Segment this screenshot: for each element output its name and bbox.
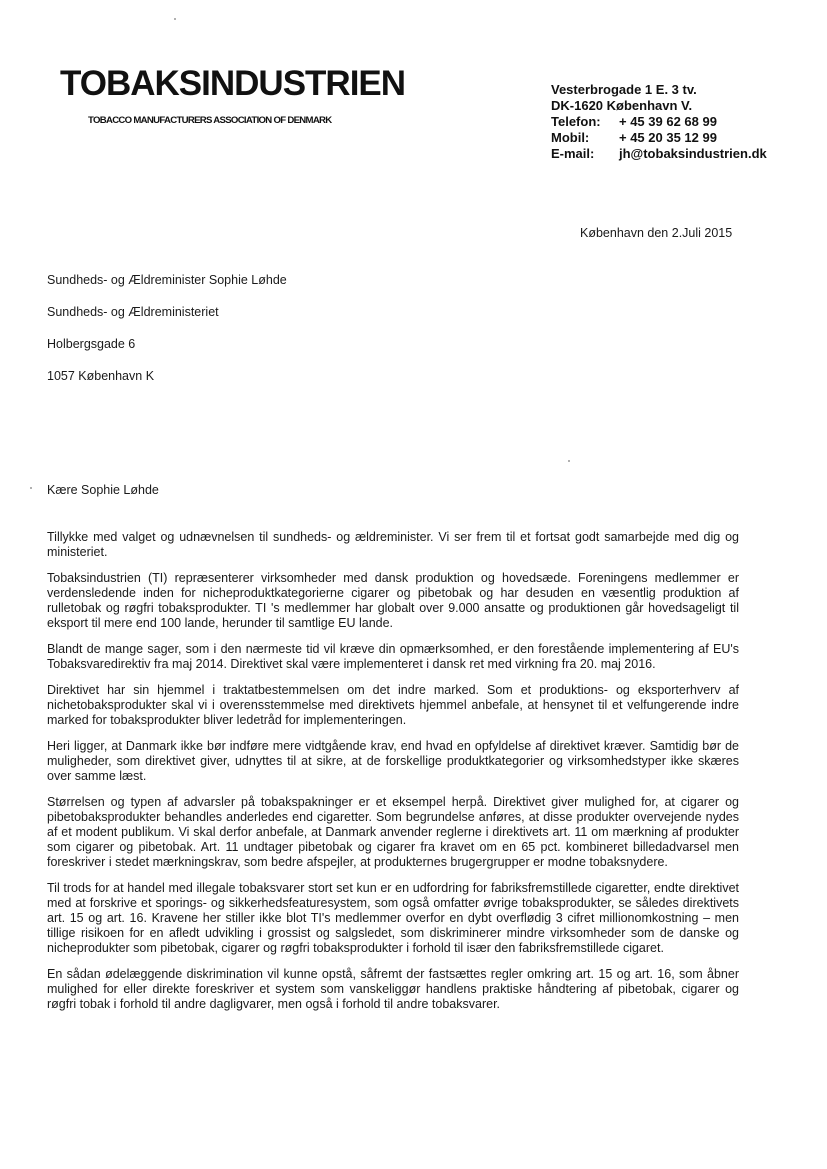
organization-name: TOBAKSINDUSTRIEN <box>60 64 406 103</box>
scan-speck <box>30 487 32 489</box>
recipient-street: Holbergsgade 6 <box>47 337 136 351</box>
letter-date: København den 2.Juli 2015 <box>580 226 733 240</box>
phone-value: + 45 39 62 68 99 <box>619 114 717 129</box>
letter-body <box>47 530 739 1023</box>
mobile-row <box>551 130 767 146</box>
organization-subtitle: TOBACCO MANUFACTURERS ASSOCIATION OF DENMARK <box>88 115 332 126</box>
phone-label: Telefon: <box>551 114 601 129</box>
address-line-2: DK-1620 København V. <box>551 98 693 113</box>
email-value: jh@tobaksindustrien.dk <box>619 146 767 161</box>
body-paragraph: Blandt de mange sager, som i den nærmeste tid vil kræve din opmærksomhed, er den forestående implementering af EU's Tobaksvaredirektiv fra maj 2014. Direktivet skal være implementeret i dansk ret med virkning fra 20. maj 2016. <box>47 642 739 671</box>
recipient-name: Sundheds- og Ældreminister Sophie Løhde <box>47 273 287 287</box>
phone-row <box>551 114 767 130</box>
contact-block <box>551 82 767 162</box>
email-label: E-mail: <box>551 146 595 161</box>
email-row <box>551 146 767 162</box>
scan-speck <box>174 18 176 20</box>
recipient-ministry: Sundheds- og Ældreministeriet <box>47 305 219 319</box>
address-line-1: Vesterbrogade 1 E. 3 tv. <box>551 82 697 97</box>
body-paragraph: Størrelsen og typen af advarsler på tobakspakninger er et eksempel herpå. Direktivet giver mulighed for, at cigarer og pibetobaksprodukter behandles anderledes end cigaretter. Som begrundelse anføres, at disse produkter overvejende nydes af et modent publikum. Vi skal derfor anbefale, at Danmark anvender reglerne i direktivets art. 11 om mærkning af produkter som cigarer og pibetobak. Art. 11 undtager pibetobak og cigarer fra kravet om en 65 pct. kombineret billedadvarsel men foreskriver i stedet mærkningskrav, som bedre afspejler, at produkternes brugergrupper er modne tobaksnydere. <box>47 795 739 869</box>
body-paragraph: Tobaksindustrien (TI) repræsenterer virksomheder med dansk produktion og hovedsæde. Foreningens medlemmer er verdensledende inden for nicheproduktkategorierne cigarer og pibetobak og har desuden en væsentlig produktion af rulletobak og røgfri tobaksprodukter. TI 's medlemmer har globalt over 9.000 ansatte og produktionen går hovedsageligt til eksport til mere end 100 lande, herunder til samtlige EU lande. <box>47 571 739 630</box>
salutation: Kære Sophie Løhde <box>47 483 159 497</box>
body-paragraph: Direktivet har sin hjemmel i traktatbestemmelsen om det indre marked. Som et produktions- og eksporterhverv af nichetobaksprodukter skal vi i overensstemmelse med direktivets hjemmel anbefale, at hensynet til et velfungerende indre marked for tobaksprodukter bliver ledetråd for implementeringen. <box>47 683 739 727</box>
body-paragraph: Tillykke med valget og udnævnelsen til sundheds- og ældreminister. Vi ser frem til et fortsat godt samarbejde med dig og ministeriet. <box>47 530 739 559</box>
body-paragraph: Til trods for at handel med illegale tobaksvarer stort set kun er en udfordring for fabriksfremstillede cigaretter, endte direktivet med at forskrive et sporings- og sikkerhedsfeaturesystem, som også omfatter øvrige tobaksprodukter, se således direktivets art. 15 og art. 16. Kravene her stiller ikke blot TI's medlemmer overfor en dybt overflødig 3 cifret millionomkostning – men tillige risikoen for en afledt udvikling i grossist og salgsledet, som diskriminerer mindre virksomheder som de danske og nicheprodukter som pibetobak, cigarer og røgfri tobaksprodukter i forhold til især den fabriksfremstillede cigaret. <box>47 881 739 955</box>
body-paragraph: Heri ligger, at Danmark ikke bør indføre mere vidtgående krav, end hvad en opfyldelse af direktivet kræver. Samtidig bør de muligheder, som direktivet giver, udnyttes til at sikre, at de forskellige produktkategorier og virksomhedstyper ikke skæres over samme læst. <box>47 739 739 783</box>
scan-speck <box>568 460 570 462</box>
recipient-city: 1057 København K <box>47 369 155 383</box>
recipient-address <box>47 272 287 400</box>
mobile-value: + 45 20 35 12 99 <box>619 130 717 145</box>
body-paragraph: En sådan ødelæggende diskrimination vil kunne opstå, såfremt der fastsættes regler omkring art. 15 og art. 16, som åbner mulighed for eller direkte foreskriver et system som vanskeliggør handlens praktiske håndtering af pibetobak, cigarer og røgfri tobak i forhold til andre dagligvarer, men også i forhold til andre tobaksvarer. <box>47 967 739 1011</box>
mobile-label: Mobil: <box>551 130 590 145</box>
